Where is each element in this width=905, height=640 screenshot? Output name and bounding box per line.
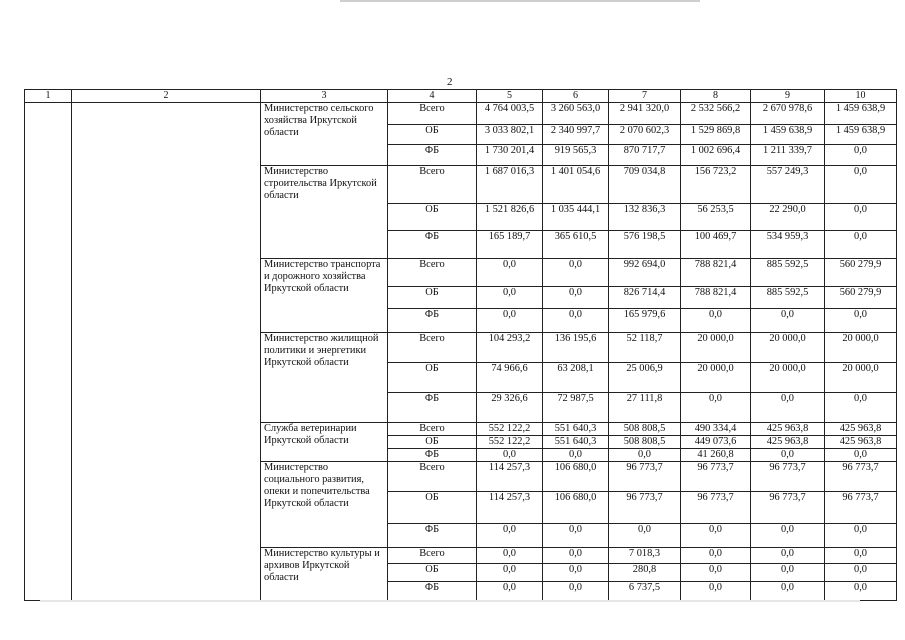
value-cell: 22 290,0 — [751, 204, 825, 231]
value-cell: 788 821,4 — [681, 287, 751, 309]
scan-artifact-bottom — [40, 600, 860, 602]
value-cell: 557 249,3 — [751, 166, 825, 204]
value-cell: 0,0 — [681, 582, 751, 601]
value-cell: 20 000,0 — [825, 333, 897, 363]
value-cell: 3 260 563,0 — [543, 103, 609, 125]
value-cell: 425 963,8 — [751, 436, 825, 449]
funding-type-cell: ОБ — [388, 492, 477, 524]
value-cell: 709 034,8 — [609, 166, 681, 204]
funding-type-cell: ФБ — [388, 393, 477, 423]
table-row — [25, 103, 897, 125]
value-cell: 0,0 — [825, 166, 897, 204]
value-cell: 0,0 — [825, 524, 897, 548]
value-cell: 165 189,7 — [477, 231, 543, 259]
funding-type-cell: Всего — [388, 103, 477, 125]
value-cell: 100 469,7 — [681, 231, 751, 259]
value-cell: 0,0 — [751, 524, 825, 548]
funding-type-cell: Всего — [388, 423, 477, 436]
value-cell: 552 122,2 — [477, 436, 543, 449]
value-cell: 425 963,8 — [751, 423, 825, 436]
value-cell: 1 459 638,9 — [825, 125, 897, 145]
value-cell: 96 773,7 — [751, 462, 825, 492]
value-cell: 2 340 997,7 — [543, 125, 609, 145]
value-cell: 0,0 — [681, 548, 751, 564]
value-cell: 72 987,5 — [543, 393, 609, 423]
value-cell: 7 018,3 — [609, 548, 681, 564]
value-cell: 0,0 — [609, 524, 681, 548]
header-row — [25, 90, 897, 103]
value-cell: 96 773,7 — [609, 492, 681, 524]
value-cell: 490 334,4 — [681, 423, 751, 436]
organization-cell: Министерство сельского хозяйства Иркутской области — [261, 103, 388, 166]
organization-cell: Министерство строительства Иркутской области — [261, 166, 388, 259]
funding-type-cell: Всего — [388, 462, 477, 492]
value-cell: 425 963,8 — [825, 423, 897, 436]
header-cell: 6 — [543, 90, 609, 103]
value-cell: 0,0 — [825, 231, 897, 259]
value-cell: 1 002 696,4 — [681, 145, 751, 166]
header-cell: 3 — [261, 90, 388, 103]
organization-cell: Министерство культуры и архивов Иркутской области — [261, 548, 388, 601]
value-cell: 0,0 — [543, 287, 609, 309]
value-cell: 0,0 — [477, 548, 543, 564]
value-cell: 0,0 — [751, 393, 825, 423]
header-cell: 5 — [477, 90, 543, 103]
value-cell: 919 565,3 — [543, 145, 609, 166]
organization-cell: Министерство жилищной политики и энергетики Иркутской области — [261, 333, 388, 423]
value-cell: 0,0 — [825, 582, 897, 601]
value-cell: 0,0 — [477, 582, 543, 601]
value-cell: 0,0 — [543, 548, 609, 564]
funding-type-cell: ФБ — [388, 582, 477, 601]
funding-type-cell: ОБ — [388, 204, 477, 231]
value-cell: 2 070 602,3 — [609, 125, 681, 145]
value-cell: 870 717,7 — [609, 145, 681, 166]
column-2-cell — [72, 103, 261, 601]
value-cell: 0,0 — [609, 449, 681, 462]
value-cell: 560 279,9 — [825, 287, 897, 309]
header-cell: 2 — [72, 90, 261, 103]
value-cell: 0,0 — [825, 309, 897, 333]
budget-table — [24, 89, 897, 601]
value-cell: 1 401 054,6 — [543, 166, 609, 204]
value-cell: 0,0 — [681, 393, 751, 423]
header-cell: 9 — [751, 90, 825, 103]
value-cell: 132 836,3 — [609, 204, 681, 231]
value-cell: 96 773,7 — [825, 462, 897, 492]
value-cell: 2 670 978,6 — [751, 103, 825, 125]
value-cell: 0,0 — [751, 548, 825, 564]
value-cell: 2 941 320,0 — [609, 103, 681, 125]
value-cell: 27 111,8 — [609, 393, 681, 423]
value-cell: 114 257,3 — [477, 492, 543, 524]
value-cell: 551 640,3 — [543, 436, 609, 449]
value-cell: 0,0 — [477, 287, 543, 309]
value-cell: 136 195,6 — [543, 333, 609, 363]
value-cell: 0,0 — [477, 309, 543, 333]
header-cell: 8 — [681, 90, 751, 103]
header-cell: 7 — [609, 90, 681, 103]
value-cell: 0,0 — [825, 449, 897, 462]
column-1-cell — [25, 103, 72, 601]
value-cell: 365 610,5 — [543, 231, 609, 259]
value-cell: 1 035 444,1 — [543, 204, 609, 231]
value-cell: 20 000,0 — [751, 333, 825, 363]
value-cell: 788 821,4 — [681, 259, 751, 287]
value-cell: 0,0 — [825, 564, 897, 582]
value-cell: 4 764 003,5 — [477, 103, 543, 125]
funding-type-cell: ФБ — [388, 449, 477, 462]
funding-type-cell: ФБ — [388, 231, 477, 259]
value-cell: 156 723,2 — [681, 166, 751, 204]
value-cell: 0,0 — [825, 204, 897, 231]
header-cell: 4 — [388, 90, 477, 103]
funding-type-cell: Всего — [388, 333, 477, 363]
organization-cell: Министерство социального развития, опеки и попечительства Иркутской области — [261, 462, 388, 548]
funding-type-cell: ОБ — [388, 363, 477, 393]
value-cell: 6 737,5 — [609, 582, 681, 601]
value-cell: 0,0 — [543, 259, 609, 287]
value-cell: 20 000,0 — [681, 363, 751, 393]
value-cell: 552 122,2 — [477, 423, 543, 436]
funding-type-cell: Всего — [388, 166, 477, 204]
value-cell: 0,0 — [477, 524, 543, 548]
value-cell: 0,0 — [477, 449, 543, 462]
value-cell: 29 326,6 — [477, 393, 543, 423]
header-cell: 10 — [825, 90, 897, 103]
funding-type-cell: ФБ — [388, 145, 477, 166]
scan-artifact-top — [340, 0, 700, 2]
value-cell: 551 640,3 — [543, 423, 609, 436]
value-cell: 165 979,6 — [609, 309, 681, 333]
funding-type-cell: Всего — [388, 548, 477, 564]
value-cell: 0,0 — [681, 524, 751, 548]
value-cell: 885 592,5 — [751, 287, 825, 309]
value-cell: 114 257,3 — [477, 462, 543, 492]
value-cell: 0,0 — [477, 259, 543, 287]
value-cell: 96 773,7 — [609, 462, 681, 492]
funding-type-cell: ОБ — [388, 436, 477, 449]
value-cell: 104 293,2 — [477, 333, 543, 363]
value-cell: 56 253,5 — [681, 204, 751, 231]
value-cell: 25 006,9 — [609, 363, 681, 393]
header-cell: 1 — [25, 90, 72, 103]
value-cell: 1 529 869,8 — [681, 125, 751, 145]
value-cell: 3 033 802,1 — [477, 125, 543, 145]
value-cell: 1 211 339,7 — [751, 145, 825, 166]
value-cell: 20 000,0 — [751, 363, 825, 393]
value-cell: 885 592,5 — [751, 259, 825, 287]
value-cell: 106 680,0 — [543, 462, 609, 492]
value-cell: 449 073,6 — [681, 436, 751, 449]
value-cell: 0,0 — [751, 582, 825, 601]
value-cell: 63 208,1 — [543, 363, 609, 393]
organization-cell: Министерство транспорта и дорожного хозяйства Иркутской области — [261, 259, 388, 333]
value-cell: 20 000,0 — [825, 363, 897, 393]
value-cell: 1 459 638,9 — [751, 125, 825, 145]
value-cell: 96 773,7 — [825, 492, 897, 524]
value-cell: 280,8 — [609, 564, 681, 582]
value-cell: 0,0 — [825, 548, 897, 564]
value-cell: 0,0 — [543, 309, 609, 333]
value-cell: 508 808,5 — [609, 423, 681, 436]
value-cell: 74 966,6 — [477, 363, 543, 393]
value-cell: 0,0 — [751, 309, 825, 333]
funding-type-cell: ФБ — [388, 309, 477, 333]
value-cell: 106 680,0 — [543, 492, 609, 524]
value-cell: 560 279,9 — [825, 259, 897, 287]
value-cell: 1 730 201,4 — [477, 145, 543, 166]
value-cell: 0,0 — [751, 449, 825, 462]
funding-type-cell: ОБ — [388, 125, 477, 145]
value-cell: 0,0 — [751, 564, 825, 582]
value-cell: 0,0 — [477, 564, 543, 582]
value-cell: 0,0 — [825, 145, 897, 166]
value-cell: 826 714,4 — [609, 287, 681, 309]
value-cell: 41 260,8 — [681, 449, 751, 462]
value-cell: 20 000,0 — [681, 333, 751, 363]
value-cell: 2 532 566,2 — [681, 103, 751, 125]
value-cell: 0,0 — [681, 564, 751, 582]
value-cell: 1 687 016,3 — [477, 166, 543, 204]
value-cell: 534 959,3 — [751, 231, 825, 259]
value-cell: 0,0 — [681, 309, 751, 333]
value-cell: 0,0 — [543, 524, 609, 548]
value-cell: 52 118,7 — [609, 333, 681, 363]
page-number: 2 — [447, 76, 453, 88]
funding-type-cell: Всего — [388, 259, 477, 287]
value-cell: 0,0 — [543, 449, 609, 462]
funding-type-cell: ОБ — [388, 287, 477, 309]
value-cell: 1 459 638,9 — [825, 103, 897, 125]
value-cell: 425 963,8 — [825, 436, 897, 449]
value-cell: 0,0 — [543, 564, 609, 582]
value-cell: 992 694,0 — [609, 259, 681, 287]
value-cell: 508 808,5 — [609, 436, 681, 449]
value-cell: 0,0 — [825, 393, 897, 423]
value-cell: 576 198,5 — [609, 231, 681, 259]
value-cell: 96 773,7 — [681, 492, 751, 524]
value-cell: 0,0 — [543, 582, 609, 601]
value-cell: 96 773,7 — [751, 492, 825, 524]
value-cell: 96 773,7 — [681, 462, 751, 492]
funding-type-cell: ФБ — [388, 524, 477, 548]
funding-type-cell: ОБ — [388, 564, 477, 582]
value-cell: 1 521 826,6 — [477, 204, 543, 231]
organization-cell: Служба ветеринарии Иркутской области — [261, 423, 388, 462]
